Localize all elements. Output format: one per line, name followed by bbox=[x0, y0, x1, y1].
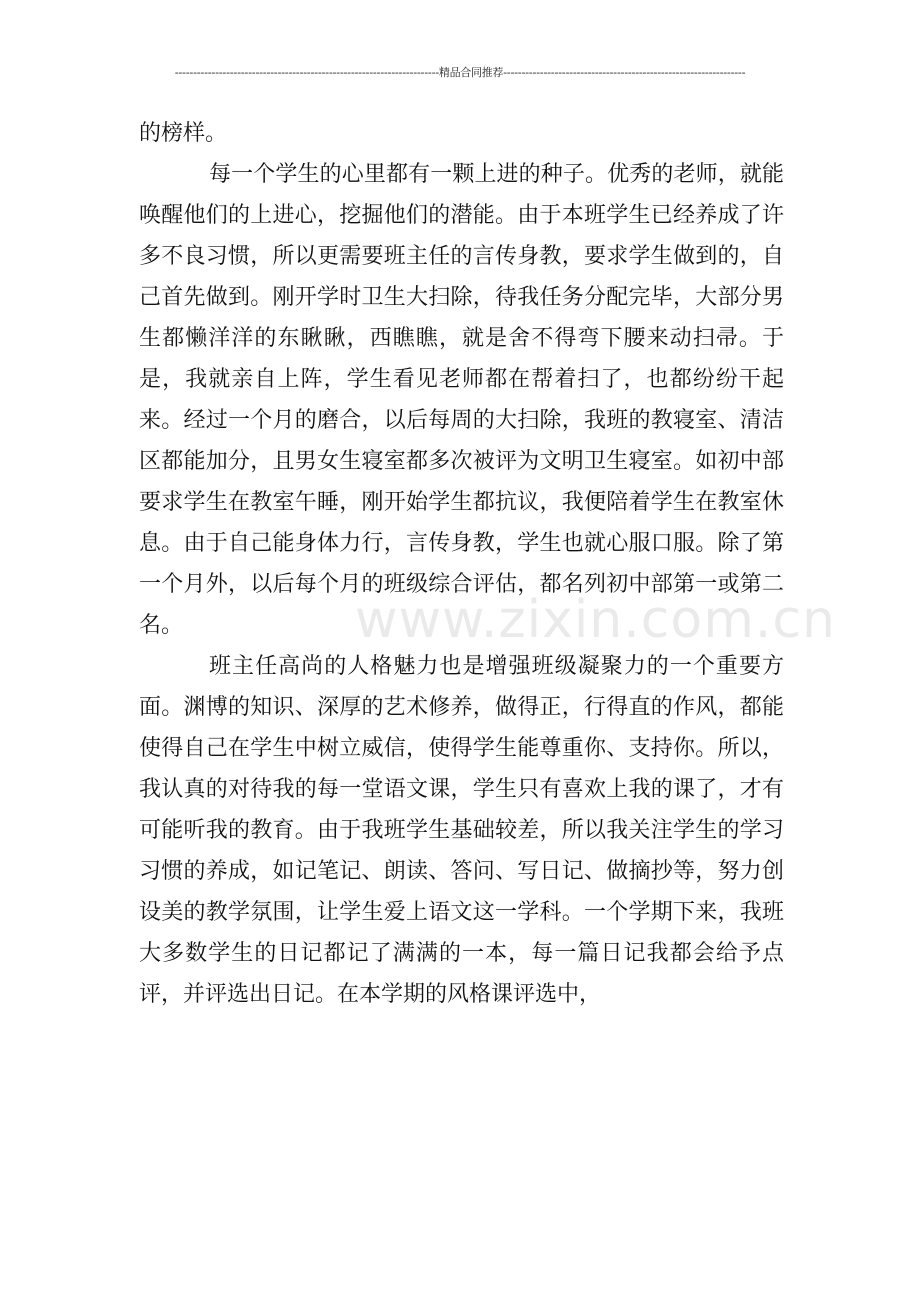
page-header: ------------------------------------------------------------------------精品合同推荐------------------------------------------------------------------ bbox=[174, 66, 746, 79]
paragraph-continuation: 的榜样。 bbox=[139, 121, 228, 146]
document-body bbox=[139, 113, 784, 1015]
watermark: www.zixin.com.cn bbox=[355, 590, 836, 650]
paragraph-hygiene-example: 每一个学生的心里都有一颗上进的种子。优秀的老师，就能唤醒他们的上进心，挖掘他们的潜能。由于本班学生已经养成了许多不良习惯，所以更需要班主任的言传身教，要求学生做到的，自己首先做到。刚开学时卫生大扫除，待我任务分配完毕，大部分男生都懒洋洋的东瞅瞅，西瞧瞧，就是舍不得弯下腰来动扫帚。于是，我就亲自上阵，学生看见老师都在帮着扫了，也都纷纷干起来。经过一个月的磨合，以后每周的大扫除，我班的教寝室、清洁区都能加分，且男女生寝室都多次被评为文明卫生寝室。如初中部要求学生在教室午睡，刚开始学生都抗议，我便陪着学生在教室休息。由于自己能身体力行，言传身教，学生也就心服口服。除了第一个月外，以后每个月的班级综合评估，都名列初中部第一或第二名。 bbox=[139, 162, 784, 638]
paragraph-personal-charm: 班主任高尚的人格魅力也是增强班级凝聚力的一个重要方面。渊博的知识、深厚的艺术修养，做得正，行得直的作风，都能使得自己在学生中树立威信，使得学生能尊重你、支持你。所以，我认真的对待我的每一堂语文课，学生只有喜欢上我的课了，才有可能听我的教育。由于我班学生基础较差，所以我关注学生的学习习惯的养成，如记笔记、朗读、答问、写日记、做摘抄等，努力创设美的教学氛围，让学生爱上语文这一学科。一个学期下来，我班大多数学生的日记都记了满满的一本，每一篇日记我都会给予点评，并评选出日记。在本学期的风格课评选中， bbox=[139, 654, 784, 1007]
